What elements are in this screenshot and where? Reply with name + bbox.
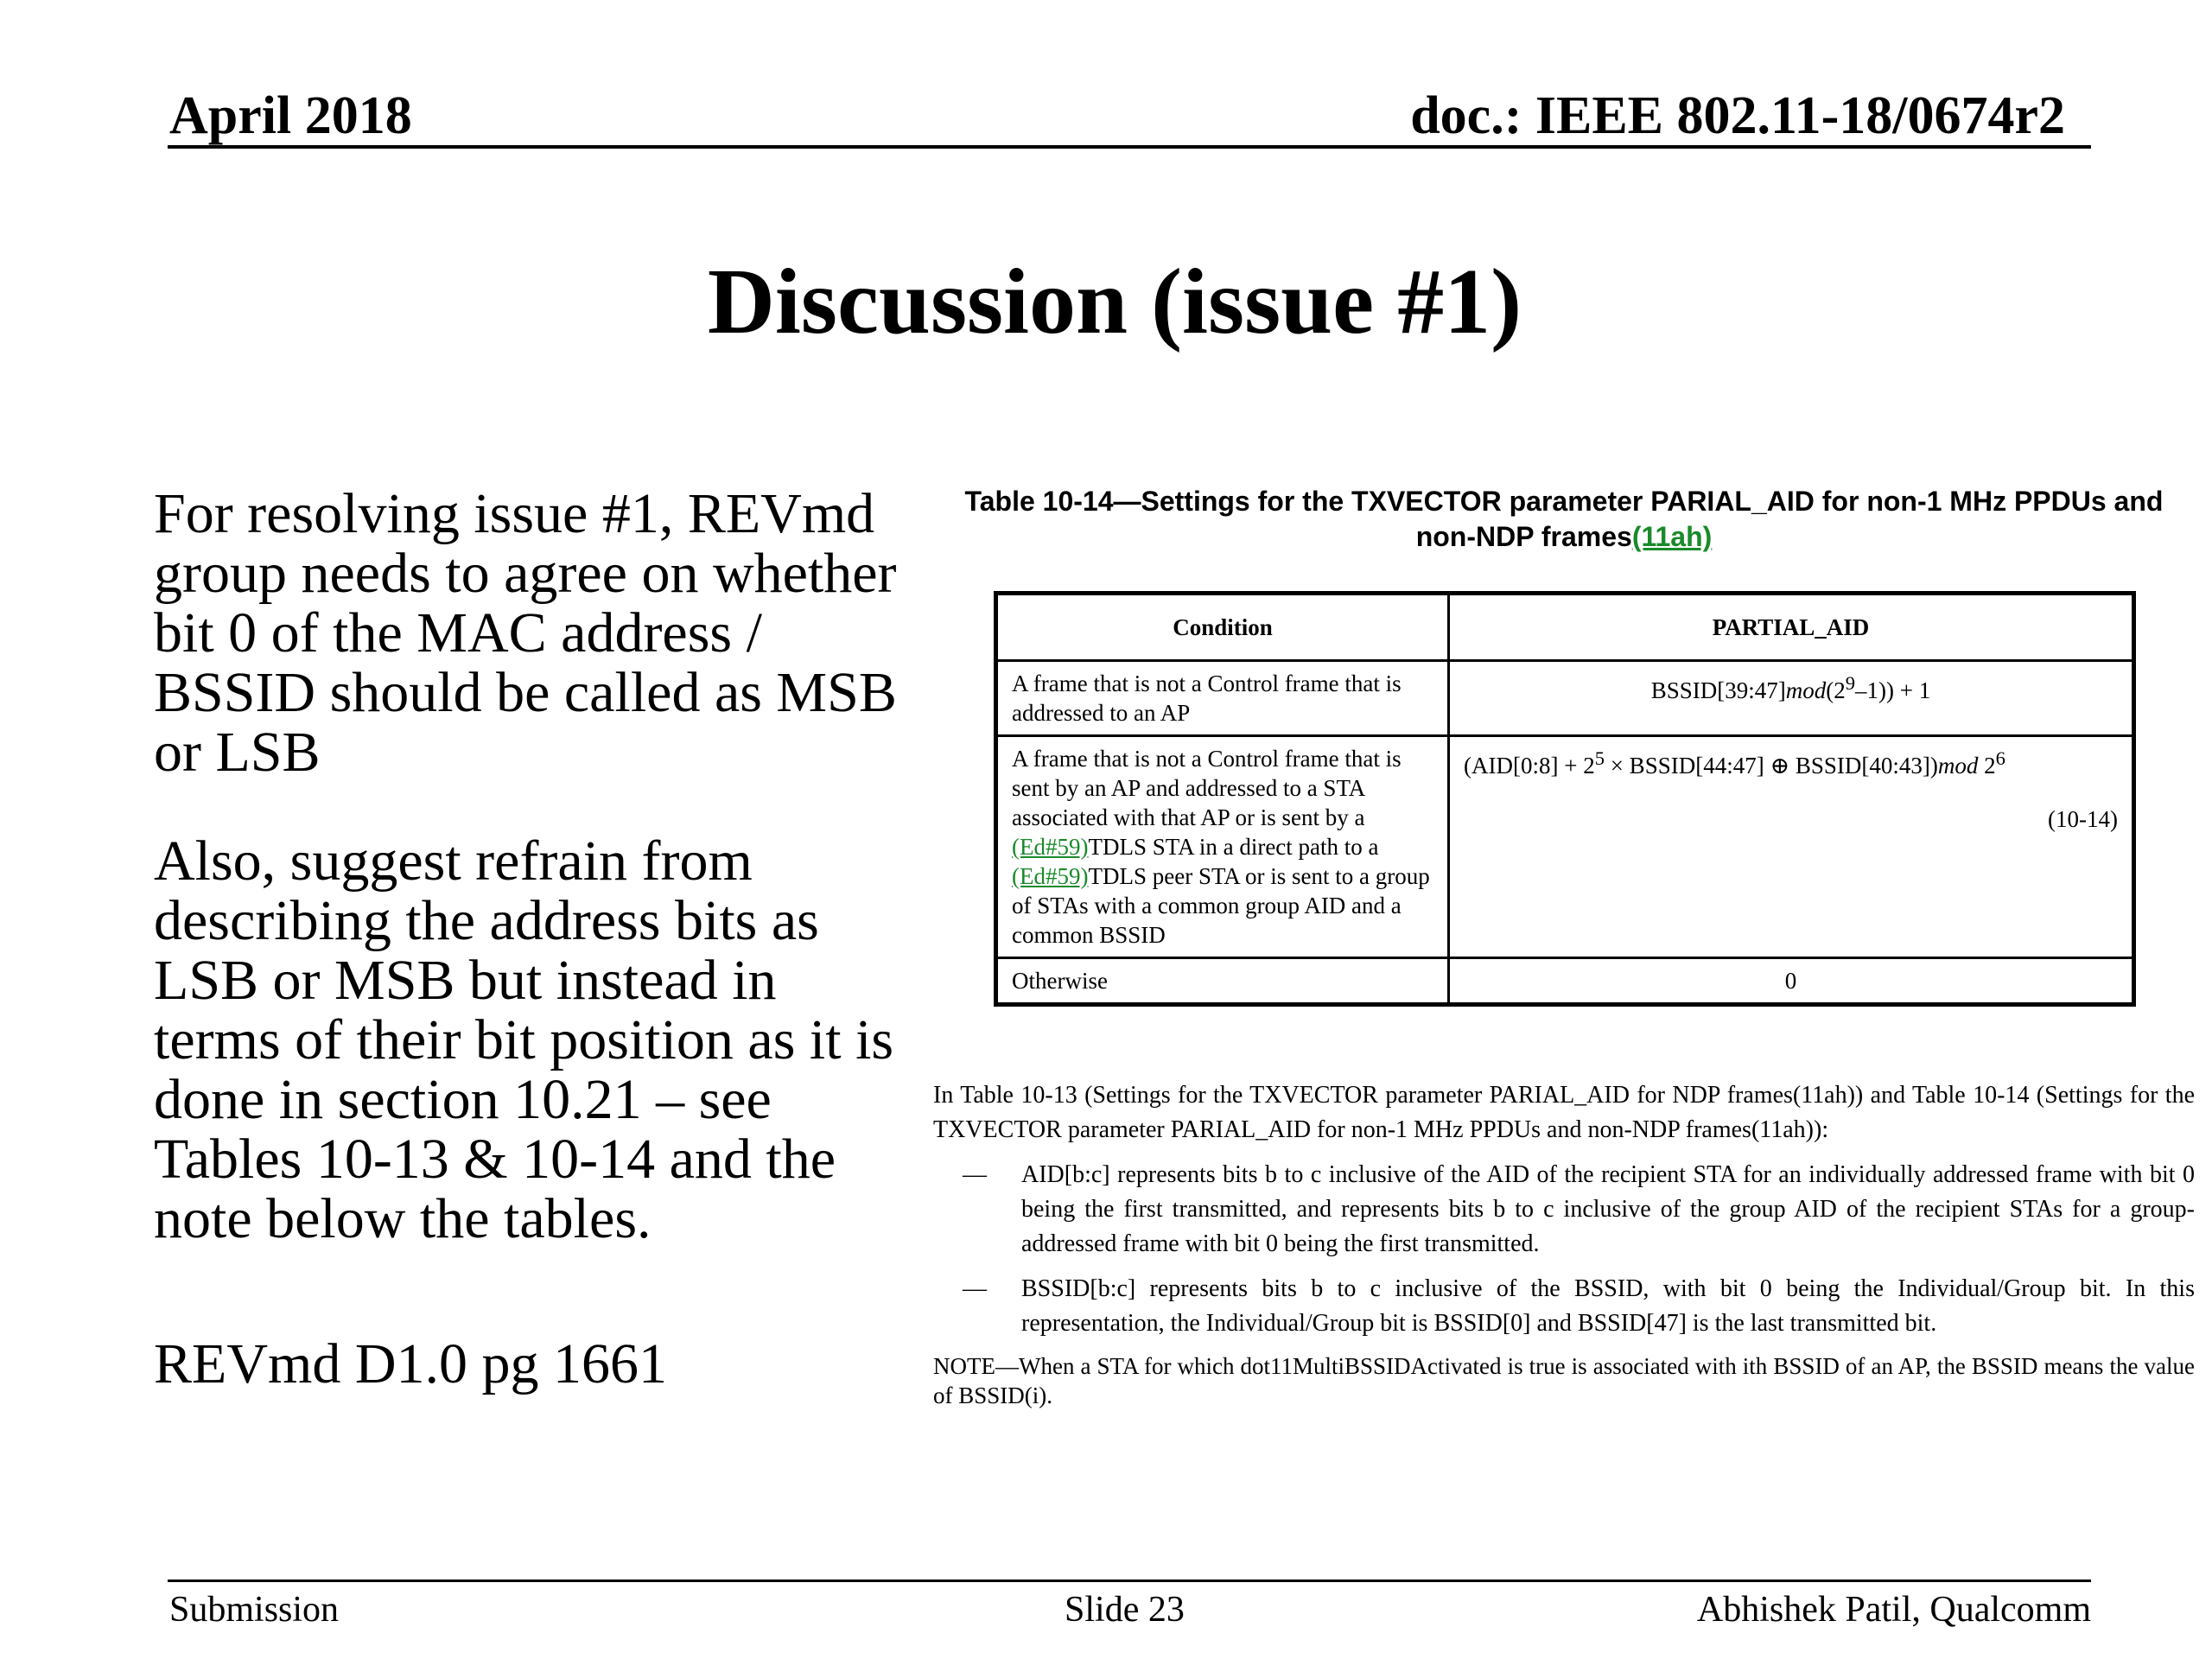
notes-note: NOTE—When a STA for which dot11MultiBSSIDActivated is true is associated with ith BSSID of an AP, the BSSID means the value of BSSID(i).	[933, 1353, 2195, 1408]
table-row	[996, 958, 2134, 1005]
table-caption-text: Table 10-14—Settings for the TXVECTOR parameter PARIAL_AID for non-1 MHz PPDUs and non-NDP frames	[964, 486, 2164, 552]
footer-author: Abhishek Patil, Qualcomm	[1696, 1590, 2091, 1630]
header-date: April 2018	[169, 86, 412, 145]
equation-number: (10-14)	[2048, 806, 2118, 832]
table-cell-condition: A frame that is not a Control frame that is addressed to an AP	[996, 661, 1449, 736]
footer-divider	[168, 1580, 2091, 1582]
notes-intro: In Table 10-13 (Settings for the TXVECTOR parameter PARIAL_AID for NDP frames(11ah)) and Table 10-14 (Settings for the TXVECTOR parameter PARIAL_AID for non-1 MHz PPDUs and non-NDP frames(11ah)):	[933, 1082, 2195, 1143]
table-cell-condition: Otherwise	[996, 958, 1449, 1005]
table-notes	[933, 1078, 2195, 1410]
paragraph-suggestion: Also, suggest refrain from describing the address bits as LSB or MSB but instead in terms of their bit position as it is done in section 10.21 – see Tables 10-13 & 10-14 and the note below the tables.	[154, 830, 894, 1250]
header-divider	[168, 145, 2091, 149]
header-doc-id: doc.: IEEE 802.11-18/0674r2	[1410, 86, 2065, 145]
table-header-row	[996, 594, 2134, 661]
left-text-column	[154, 484, 914, 1394]
table-header-condition: Condition	[996, 594, 1449, 661]
table-header-partial-aid: PARTIAL_AID	[1449, 594, 2134, 661]
table-row	[996, 661, 2134, 736]
notes-bullet-aid: — AID[b:c] represents bits b to c inclusive of the AID of the recipient STA for an individually addressed frame with bit 0 being the first transmitted, and represents bits b to c inclusive of the group AID of the recipient STAs for a group-addressed frame with bit 0 being the first transmitted.	[963, 1161, 2195, 1257]
table-cell-condition: A frame that is not a Control frame that is sent by an AP and addressed to a STA associated with that AP or is sent by a (Ed#59)TDLS STA in a direct path to a (Ed#59)TDLS peer STA or is sent to a group of STAs with a common group AID and a common BSSID	[996, 736, 1449, 958]
footer-submission: Submission	[169, 1590, 340, 1630]
table-caption-tag: (11ah)	[1631, 521, 1713, 552]
table-cell-value: $BSSID[39:47]mod(2^9-1)) + 1$	[1449, 661, 2134, 736]
paragraph-issue: For resolving issue #1, REVmd group needs to agree on whether bit 0 of the MAC address / BSSID should be called as MSB or LSB	[154, 482, 897, 784]
table-row	[996, 736, 2134, 958]
slide-title: Discussion (issue #1)	[707, 251, 1522, 353]
spec-excerpt	[933, 484, 2195, 1408]
paragraph-reference: REVmd D1.0 pg 1661	[154, 1332, 667, 1395]
table-cell-value: (AID[0:8] + $2^5$ × BSSID[44:47] ⊕ BSSID[40:43])mod $2^6$ (10-14)	[1449, 736, 2134, 958]
notes-bullet-bssid: — BSSID[b:c] represents bits b to c inclusive of the BSSID, with bit 0 being the Individual/Group bit. In this representation, the Individual/Group bit is BSSID[0] and BSSID[47] is the last transmitted bit.	[963, 1275, 2195, 1337]
table-cell-value: 0	[1449, 958, 2134, 1005]
partial-aid-table	[994, 591, 2136, 1007]
table-caption	[933, 484, 2195, 555]
footer-slide-number: Slide 23	[1065, 1590, 1185, 1630]
